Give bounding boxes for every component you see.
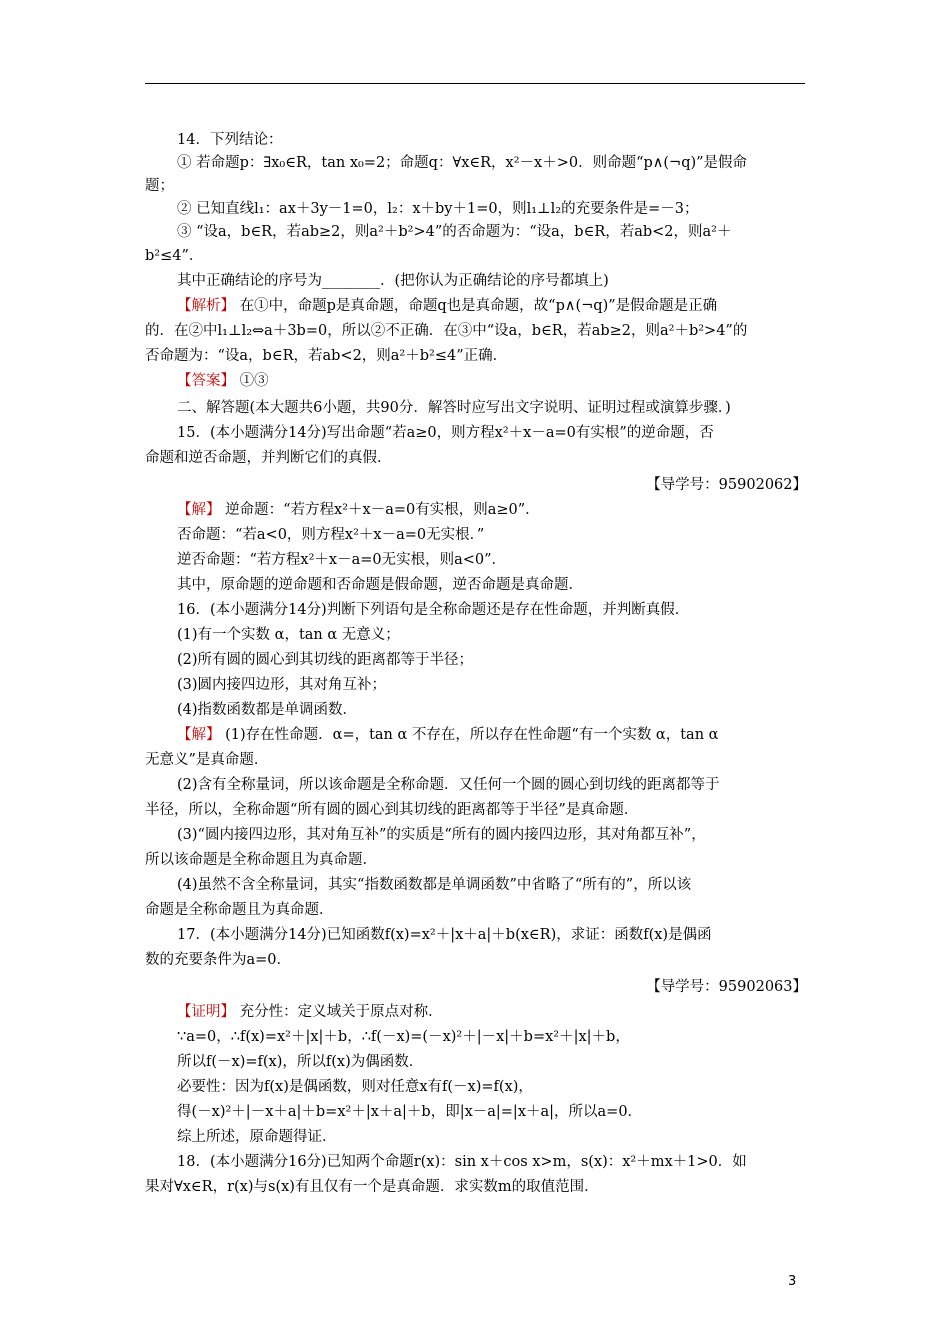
text-line	[145, 1177, 807, 1197]
line-text: (4)指数函数都是单调函数．	[177, 702, 358, 718]
text-line	[145, 475, 807, 495]
section-tag: 【解】	[177, 727, 221, 743]
line-text: 必要性：因为f(x)是偶函数，则对任意x有f(－x)=f(x)，	[177, 1079, 533, 1095]
line-text: 所以f(－x)=f(x)，所以f(x)为偶函数．	[177, 1054, 424, 1070]
line-text: 二、解答题(本大题共6小题，共90分．解答时应写出文字说明、证明过程或演算步骤．)	[177, 400, 731, 416]
text-line	[177, 925, 807, 945]
text-line	[177, 1152, 807, 1172]
text-line	[177, 725, 807, 745]
text-line	[177, 1102, 807, 1122]
line-text: 18．(本小题满分16分)已知两个命题r(x)：sin x＋cos x>m，s(x)：x²＋mx＋1>0．如	[177, 1154, 747, 1170]
line-text: b²≤4”．	[145, 248, 204, 264]
text-line	[177, 650, 807, 670]
line-text: 15．(本小题满分14分)写出命题“若a≥0，则方程x²＋x－a=0有实根”的逆命题，否	[177, 425, 714, 441]
text-line	[145, 900, 807, 920]
text-line	[177, 775, 807, 795]
line-text: 半径，所以，全称命题“所有圆的圆心到其切线的距离都等于半径”是真命题．	[145, 802, 639, 818]
line-text: ③ “设a，b∈R，若ab≥2，则a²＋b²>4”的否命题为：“设a，b∈R，若ab<2，则a²＋	[177, 224, 732, 240]
text-line	[177, 825, 807, 845]
text-line	[145, 321, 807, 341]
text-line	[177, 525, 807, 545]
text-line	[177, 675, 807, 695]
line-text: ∵a=0，∴f(x)=x²＋|x|＋b，∴f(－x)=(－x)²＋|－x|＋b=x²＋|x|＋b，	[177, 1029, 630, 1045]
line-text: 【导学号：95902062】	[646, 477, 807, 493]
text-line	[145, 800, 807, 820]
text-line	[177, 875, 807, 895]
line-text: 命题和逆否命题，并判断它们的真假．	[145, 450, 392, 466]
line-text: 否命题为：“设a，b∈R，若ab<2，则a²＋b²≤4”正确．	[145, 348, 508, 364]
text-line	[145, 246, 807, 266]
text-line	[177, 550, 807, 570]
line-text: 逆否命题：“若方程x²＋x－a=0无实根，则a<0”．	[177, 552, 507, 568]
text-line	[177, 1127, 807, 1147]
line-text: (4)虽然不含全称量词，其实“指数函数都是单调函数”中省略了“所有的”，所以该	[177, 877, 692, 893]
section-tag: 【答案】	[177, 373, 235, 389]
line-text: 果对∀x∈R，r(x)与s(x)有且仅有一个是真命题．求实数m的取值范围．	[145, 1179, 599, 1195]
text-line	[145, 850, 807, 870]
text-line	[177, 625, 807, 645]
section-tag: 【解】	[177, 502, 221, 518]
text-line	[177, 153, 807, 173]
text-line	[177, 500, 807, 520]
text-line	[177, 600, 807, 620]
line-text: (1)存在性命题．α=，tan α 不存在，所以存在性命题“有一个实数 α，tan α	[220, 727, 719, 743]
text-line	[177, 1002, 807, 1022]
line-text: (2)所有圆的圆心到其切线的距离都等于半径；	[177, 652, 474, 668]
text-line	[177, 371, 807, 391]
section-tag: 【解析】	[177, 298, 235, 314]
line-text: 充分性：定义域关于原点对称．	[235, 1004, 443, 1020]
line-text: 得(－x)²＋|－x＋a|＋b=x²＋|x＋a|＋b，即|x－a|=|x＋a|，所以a=0．	[177, 1104, 643, 1120]
line-text: ① 若命题p：∃x₀∈R，tan x₀=2；命题q：∀x∈R，x²－x＋>0．则命题“p∧(¬q)”是假命	[177, 155, 748, 171]
text-line	[177, 296, 807, 316]
line-text: ①③	[235, 373, 269, 389]
text-line	[177, 398, 807, 418]
line-text: 数的充要条件为a=0．	[145, 952, 292, 968]
line-text: 题；	[145, 178, 174, 194]
line-text: 所以该命题是全称命题且为真命题．	[145, 852, 377, 868]
text-line	[145, 176, 807, 196]
text-line	[145, 950, 807, 970]
line-text: 的．在②中l₁⊥l₂⇔a＋3b=0，所以②不正确．在③中“设a，b∈R，若ab≥2，则a²＋b²>4”的	[145, 323, 748, 339]
line-text: (1)有一个实数 α，tan α 无意义；	[177, 627, 400, 643]
text-line	[145, 346, 807, 366]
line-text: 否命题：“若a<0，则方程x²＋x－a=0无实根．”	[177, 527, 485, 543]
page-number: 3	[788, 1274, 797, 1289]
line-text: 无意义”是真命题．	[145, 752, 269, 768]
text-line	[145, 977, 807, 997]
text-line	[177, 423, 807, 443]
line-text: 其中，原命题的逆命题和否命题是假命题，逆否命题是真命题．	[177, 577, 583, 593]
text-line	[177, 271, 807, 291]
text-line	[177, 1027, 807, 1047]
line-text: 16．(本小题满分14分)判断下列语句是全称命题还是存在性命题，并判断真假．	[177, 602, 690, 618]
line-text: (3)圆内接四边形，其对角互补；	[177, 677, 387, 693]
line-text: 逆命题：“若方程x²＋x－a=0有实根，则a≥0”．	[220, 502, 540, 518]
line-text: 【导学号：95902063】	[646, 979, 807, 995]
text-line	[177, 1077, 807, 1097]
text-line	[177, 575, 807, 595]
line-text: 在①中，命题p是真命题，命题q也是真命题，故“p∧(¬q)”是假命题是正确	[235, 298, 718, 314]
section-tag: 【证明】	[177, 1004, 235, 1020]
line-text: 命题是全称命题且为真命题．	[145, 902, 334, 918]
line-text: 14．下列结论：	[177, 132, 283, 148]
text-line	[177, 1052, 807, 1072]
text-line	[177, 199, 807, 219]
text-line	[177, 222, 807, 242]
line-text: ② 已知直线l₁：ax＋3y－1=0，l₂：x＋by＋1=0，则l₁⊥l₂的充要条件是=－3；	[177, 201, 699, 217]
line-text: 综上所述，原命题得证．	[177, 1129, 337, 1145]
header-rule	[145, 83, 805, 84]
text-line	[177, 700, 807, 720]
text-line	[145, 448, 807, 468]
line-text: (3)“圆内接四边形，其对角互补”的实质是“所有的圆内接四边形，其对角都互补”，	[177, 827, 706, 843]
line-text: 17．(本小题满分14分)已知函数f(x)=x²＋|x＋a|＋b(x∈R)，求证：函数f(x)是偶函	[177, 927, 712, 943]
line-text: 其中正确结论的序号为________．(把你认为正确结论的序号都填上)	[177, 273, 609, 289]
line-text: (2)含有全称量词，所以该命题是全称命题．又任何一个圆的圆心到切线的距离都等于	[177, 777, 720, 793]
text-line	[145, 750, 807, 770]
text-line	[177, 130, 807, 150]
